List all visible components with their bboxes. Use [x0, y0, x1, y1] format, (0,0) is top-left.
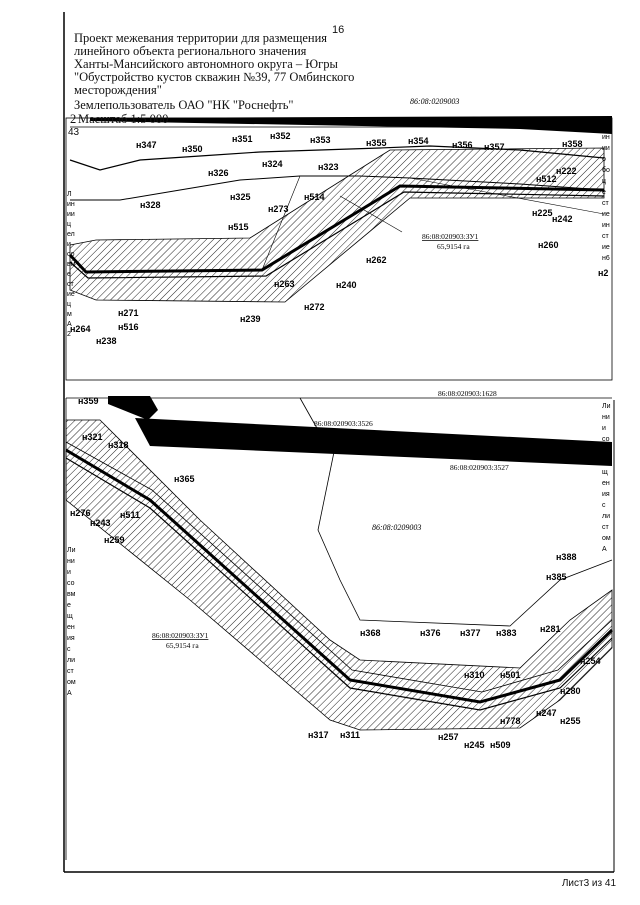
map1-right-side-text: ст	[602, 200, 609, 207]
map1-point-label: н350	[182, 144, 203, 154]
map1-point-label: н240	[336, 280, 357, 290]
map1-point-label: н357	[484, 142, 505, 152]
map1-left-side-text: ц	[67, 221, 72, 228]
map2-point-label: н259	[104, 535, 125, 545]
map2-left-side-text: с	[67, 646, 71, 653]
map2-point-label: н317	[308, 730, 329, 740]
map2-left-side-text: ли	[67, 657, 75, 664]
map2-left-side-text: е	[67, 602, 71, 609]
map2-point-label: н245	[464, 740, 485, 750]
map2-point-label: н257	[438, 732, 459, 742]
map1-left-side-text: Л	[67, 191, 72, 198]
map2-left-side-text: ия	[67, 635, 75, 642]
header-line-5: месторождения"	[74, 83, 162, 97]
scale-label: Масштаб 1:5 000	[78, 112, 169, 126]
header-line-4: "Обустройство кустов скважин №39, 77 Омбинского	[74, 70, 355, 84]
map2-point-label: н280	[560, 686, 581, 696]
header-line-2: линейного объекта регионального значения	[74, 44, 307, 58]
map1-left-side-text: ст	[67, 281, 74, 288]
map2-black-corner	[108, 396, 158, 420]
map2-parcel-3526: 86:08:020903:3526	[314, 419, 373, 428]
map1-point-label: н238	[96, 336, 117, 346]
map1-right-side-text: ии	[602, 145, 610, 152]
map1-cadastral-block: 86:08:0209003	[410, 97, 460, 106]
map1-point-label: н355	[366, 138, 387, 148]
map1-parcel-top: 86:08:020903:1628	[494, 121, 553, 130]
map1-zu-label: 86:08:020903:ЗУ1	[422, 232, 479, 241]
map2-zu-label: 86:08:020903:ЗУ1	[152, 631, 209, 640]
header-line-6: Землепользователь ОАО "НК "Роснефть"	[74, 98, 294, 112]
page-number: 16	[332, 24, 345, 36]
map2-left-side-text: и	[67, 569, 71, 576]
map1-right-side-text: бо	[602, 167, 610, 174]
map2-right-side-text: ия	[602, 491, 610, 498]
map2-right-side-text: ом	[602, 535, 611, 542]
map2-point-label: н365	[174, 474, 195, 484]
map1-point-label: н512	[536, 174, 557, 184]
map2-cadastral-block: 86:08:0209003	[372, 523, 422, 532]
map2-right-side-text: щ	[602, 469, 608, 476]
map1-point-label: н239	[240, 314, 261, 324]
map1-left-side-text: А	[67, 321, 72, 328]
map1-left-side-text: ел	[67, 231, 75, 238]
map2-point-label: н359	[78, 396, 99, 406]
map2-point-label: н311	[340, 730, 360, 740]
map1-point-label: н242	[552, 214, 573, 224]
map1-right-side-text: ин	[602, 222, 610, 229]
sheet-label: Лист3 из 41	[561, 878, 616, 889]
map1-left-side-text: е	[67, 271, 71, 278]
top-left-code: 43	[68, 127, 80, 138]
map2-left-side-text: ни	[67, 558, 75, 565]
map2-point-label: н778	[500, 716, 521, 726]
map2-parcel-3527: 86:08:020903:3527	[450, 463, 509, 472]
map2-left-side-text: Ли	[67, 547, 76, 554]
map2-right-side-text: ни	[602, 414, 610, 421]
map1-left-side-text: 2	[67, 331, 71, 338]
map2-point-label: н509	[490, 740, 511, 750]
map1-right-h: н2	[598, 268, 609, 278]
map1-point-label: н272	[304, 302, 325, 312]
map1-right-side-text: ст	[602, 233, 609, 240]
map2-parcel-top: 86:08:020903:1628	[438, 389, 497, 398]
map2-hatched-corridor	[66, 420, 612, 730]
map2-right-side-text: ли	[602, 513, 610, 520]
map2-right-side-text: ст	[602, 524, 609, 531]
map1-point-label: н271	[118, 308, 139, 318]
map1-point-label: н260	[538, 240, 559, 250]
header-line-1: Проект межевания территории для размещения	[74, 31, 328, 45]
map2-right-side-text: вм	[602, 447, 611, 454]
map1-point-label: н328	[140, 200, 161, 210]
map2-point-label: н368	[360, 628, 381, 638]
map1-right-side-text: ие	[602, 211, 610, 218]
map1-point-label: н324	[262, 159, 283, 169]
map1-left-side-text: м	[67, 311, 72, 318]
map2-point-label: н383	[496, 628, 517, 638]
map1-point-label: н353	[310, 135, 331, 145]
map2-point-label: н388	[556, 552, 577, 562]
map2-left-side-text: вм	[67, 591, 76, 598]
map2-left-side-text: щ	[67, 613, 73, 620]
map2-point-label: н281	[540, 624, 561, 634]
map1-right-side-text: ин	[602, 134, 610, 141]
map1-point-label: н515	[228, 222, 249, 232]
map2-left-side-text: ст	[67, 668, 74, 675]
map2-point-label: н511	[120, 510, 140, 520]
map2-point-label: н318	[108, 440, 129, 450]
map2-right-side-text: и	[602, 425, 606, 432]
map2-left-side-text: ом	[67, 679, 76, 686]
map1-point-label: н351	[232, 134, 253, 144]
map1-point-label: н347	[136, 140, 157, 150]
map1-point-label: н514	[304, 192, 325, 202]
map2-point-label: н377	[460, 628, 481, 638]
map1-right-side-text: е	[602, 189, 606, 196]
map1-left-side-text: ие	[67, 291, 75, 298]
map1-right-side-text: о	[602, 156, 606, 163]
map2-point-label: н243	[90, 518, 111, 528]
map-fragment-1	[66, 97, 612, 380]
map2-right-side-text: А	[602, 546, 607, 553]
top-left-mark: 2	[70, 112, 77, 126]
map1-point-label: н358	[562, 139, 583, 149]
map1-left-side-text: ин	[67, 201, 75, 208]
map1-left-side-text: вм	[67, 261, 76, 268]
map1-point-label: н323	[318, 162, 339, 172]
map2-black-band	[135, 418, 612, 466]
map1-point-label: н516	[118, 322, 139, 332]
map2-right-side-text: е	[602, 458, 606, 465]
map1-point-label: н273	[268, 204, 289, 214]
map1-point-label: н326	[208, 168, 229, 178]
map2-right-side-text: со	[602, 436, 610, 443]
map2-point-label: н255	[560, 716, 581, 726]
map2-parcel-outline	[318, 452, 612, 626]
map-fragment-2	[66, 389, 612, 860]
map1-point-label: н222	[556, 166, 577, 176]
map1-point-label: н352	[270, 131, 291, 141]
map1-left-side-text: со	[67, 251, 75, 258]
map2-left-side-text: А	[67, 690, 72, 697]
map2-right-side-text: с	[602, 502, 606, 509]
map1-zu-area: 65,9154 га	[437, 242, 470, 251]
map1-right-side-text: н6	[602, 255, 610, 262]
map1-point-label: н262	[366, 255, 387, 265]
map1-point-label: н354	[408, 136, 429, 146]
map2-point-label: н385	[546, 572, 567, 582]
map2-point-label: н254	[580, 656, 601, 666]
map1-right-side-text: Л	[602, 123, 607, 130]
map1-right-side-text: ие	[602, 244, 610, 251]
map1-point-label: н225	[532, 208, 553, 218]
map1-left-side-text: и	[67, 241, 71, 248]
map2-left-side-text: ен	[67, 624, 75, 631]
map1-left-side-text: ц	[67, 301, 72, 308]
map2-right-side-text: ен	[602, 480, 610, 487]
map2-point-label: н501	[500, 670, 521, 680]
map2-point-label: н376	[420, 628, 441, 638]
header-line-3: Ханты-Мансийского автономного округа – Югры	[74, 57, 338, 71]
map2-left-side-text: со	[67, 580, 75, 587]
map2-point-label: н321	[82, 432, 103, 442]
map1-point-label: н263	[274, 279, 295, 289]
map1-point-label: н356	[452, 140, 473, 150]
map1-left-side-text: ии	[67, 211, 75, 218]
map2-zu-area: 65,9154 га	[166, 641, 199, 650]
map1-point-label: н264	[70, 324, 91, 334]
map1-point-label: н325	[230, 192, 251, 202]
map2-point-label: н310	[464, 670, 485, 680]
map1-right-side-text: ц	[602, 178, 607, 185]
map2-point-label: н276	[70, 508, 91, 518]
map2-right-side-text: Ли	[602, 403, 611, 410]
map2-point-label: н247	[536, 708, 557, 718]
